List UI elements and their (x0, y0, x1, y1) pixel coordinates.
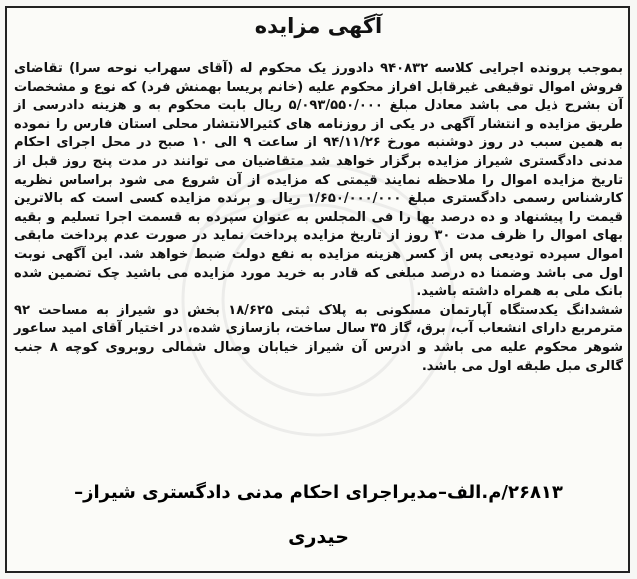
signature-line: ۲۶۸۱۳/م.الف–مدیراجرای احکام مدنی دادگستری شیراز– (74, 482, 563, 503)
notice-body (14, 60, 623, 376)
signature-name: حیدری (288, 526, 349, 548)
notice-title: آگهی مزایده (254, 14, 383, 38)
notice-paragraph-property: ششدانگ یکدستگاه آپارتمان مسکونی به پلاک ثبتی ۱۸/۶۲۵ بخش دو شیراز به مساحت ۹۲ مترمربع دارای انشعاب آب، برق، گاز ۳۵ سال ساخت، بازسازی شده، در اختیار آقای امید ساعور شوهر محکوم علیه می باشد و ادرس آن شیراز خیابان وصال شمالی روبروی کوچه ۸ جنب گالری مبل طبقه اول می باشد. (14, 302, 624, 374)
notice-paragraph-terms: بموجب پرونده اجرایی کلاسه ۹۴۰۸۳۲ دادورز یک محکوم له (آقای سهراب نوحه سرا) تقاضای فروش اموال توقیفی غیرقابل افراز محکوم علیه (خانم پریسا بهمنش فرد) که نوع و مشخصات آن بشرح ذیل می باشد معادل مبلغ ۵/۰۹۳/۵۵۰/۰۰۰ ریال بابت محکوم به و هزینه دادرسی از طریق مزایده و انتشار آگهی در یکی از روزنامه های کثیرالانتشار محلی استان فارس را نموده به همین سبب در روز دوشنبه مورخ ۹۴/۱۱/۲۶ از ساعت ۹ الی ۱۰ صبح در محل اجرای احکام مدنی دادگستری شیراز مزایده برگزار خواهد شد متقاضیان می توانند در مدت پنج روز قبل از تاریخ مزایده اموال را ملاحظه نمایند قیمتی که مزایده از آن شروع می شود براساس نظریه کارشناس رسمی دادگستری مبلغ ۱/۶۵۰/۰۰۰/۰۰۰ ریال و برنده مزایده کسی است که بالاترین قیمت را پیشنهاد و ده درصد بها را فی المجلس به عنوان سپرده به قسمت اجرا تسلیم و بقیه بهای اموال را ظرف مدت ۳۰ روز از تاریخ مزایده پرداخت نماید در صورت عدم پرداخت مابقی اموال سپرده تودیعی پس از کسر هزینه مزایده به نفع دولت ضبط خواهد شد. این آگهی نوبت اول می باشد وضمنا ده درصد مبلغی که قادر به خرید مورد مزایده می باشید چک تضمین شده بانک ملی به همراه داشته باشید. (14, 61, 624, 300)
